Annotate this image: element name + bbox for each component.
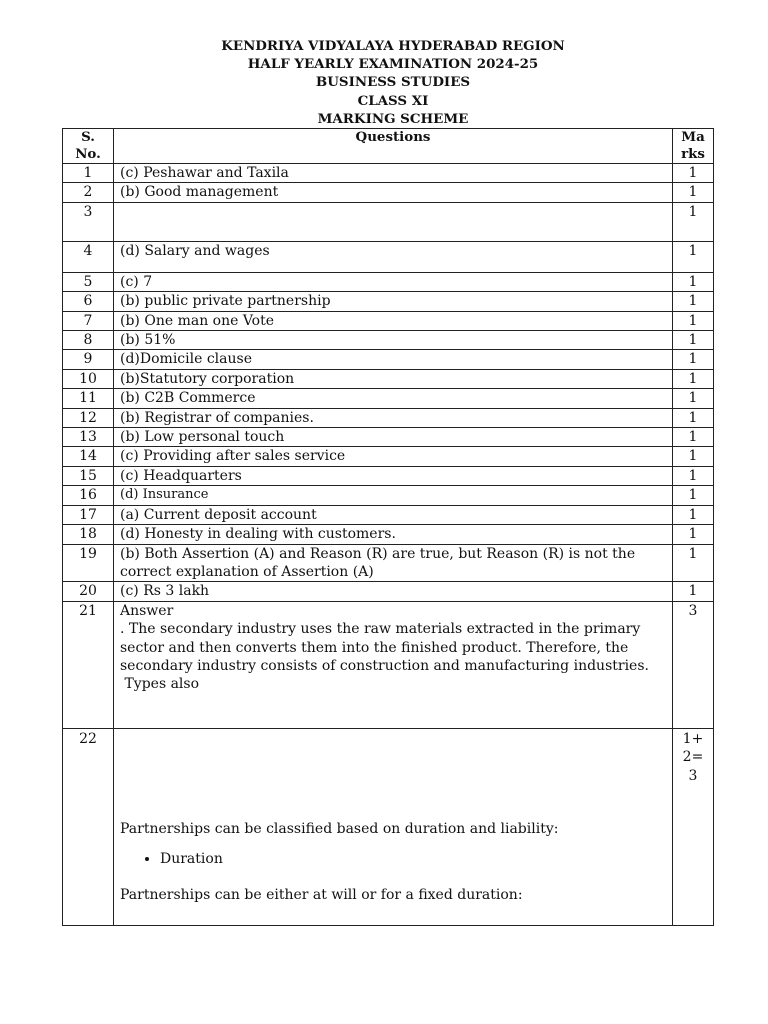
marks-cell: 1 <box>673 292 714 311</box>
marks-cell: 1 <box>673 447 714 466</box>
answer-cell: (b) Registrar of companies. <box>114 408 673 427</box>
answer-cell: (c) Peshawar and Taxila <box>114 164 673 183</box>
table-row <box>63 369 714 388</box>
serial-number: 3 <box>63 202 114 241</box>
answer-cell: (b) Both Assertion (A) and Reason (R) are true, but Reason (R) is not the correct explanation of Assertion (A) <box>114 544 673 582</box>
table-row <box>63 544 714 582</box>
answer-paragraph: Partnerships can be classified based on duration and liability: <box>120 820 559 837</box>
serial-number: 6 <box>63 292 114 311</box>
table-row <box>63 601 714 728</box>
serial-number: 11 <box>63 389 114 408</box>
answer-cell: (d) Insurance <box>114 486 673 505</box>
marks-cell: 1 <box>673 272 714 291</box>
serial-number: 15 <box>63 466 114 485</box>
serial-number: 7 <box>63 311 114 330</box>
answer-cell: (c) Rs 3 lakh <box>114 582 673 601</box>
document-header <box>0 37 768 128</box>
marks-cell: 1 <box>673 466 714 485</box>
table-row <box>63 466 714 485</box>
answer-cell: (c) Headquarters <box>114 466 673 485</box>
answer-cell: (d) Honesty in dealing with customers. <box>114 525 673 544</box>
answer-cell: (d)Domicile clause <box>114 350 673 369</box>
serial-number: 1 <box>63 164 114 183</box>
table-row <box>63 164 714 183</box>
answer-text: . The secondary industry uses the raw materials extracted in the primary sector and then converts them into the finished product. Therefore, the secondary industry consists of construction and manufacturing industries. <box>120 621 649 674</box>
marks-cell: 1 <box>673 525 714 544</box>
marking-scheme-title: MARKING SCHEME <box>317 110 469 127</box>
table-row <box>63 350 714 369</box>
table-row <box>63 582 714 601</box>
serial-number: 17 <box>63 505 114 524</box>
serial-number: 12 <box>63 408 114 427</box>
answer-cell: (b) public private partnership <box>114 292 673 311</box>
exam-title: HALF YEARLY EXAMINATION 2024-25 <box>247 56 539 73</box>
marks-cell: 1 <box>673 389 714 408</box>
table-row <box>63 241 714 272</box>
answer-label: Answer <box>120 602 174 619</box>
subject-title: BUSINESS STUDIES <box>315 74 471 91</box>
table-row <box>63 292 714 311</box>
serial-number: 14 <box>63 447 114 466</box>
table-row <box>63 447 714 466</box>
answer-cell: (b) Low personal touch <box>114 428 673 447</box>
serial-number: 21 <box>63 601 114 728</box>
marks-header: Ma rks <box>673 129 714 164</box>
table-row <box>63 389 714 408</box>
marks-cell: 1 <box>673 241 714 272</box>
table-row <box>63 311 714 330</box>
table-header-row <box>63 129 714 164</box>
answer-cell: (b) One man one Vote <box>114 311 673 330</box>
answer-cell: (b) 51% <box>114 331 673 350</box>
serial-number: 19 <box>63 544 114 582</box>
answer-cell: (b)Statutory corporation <box>114 369 673 388</box>
answer-cell <box>114 728 673 925</box>
serial-number: 2 <box>63 183 114 202</box>
table-row <box>63 486 714 505</box>
marks-cell: 1 <box>673 505 714 524</box>
marks-cell: 1 <box>673 350 714 369</box>
answer-cell <box>114 202 673 241</box>
marks-cell: 1 <box>673 582 714 601</box>
school-region-title: KENDRIYA VIDYALAYA HYDERABAD REGION <box>221 38 565 54</box>
answer-cell: (b) C2B Commerce <box>114 389 673 408</box>
marks-cell: 1 <box>673 164 714 183</box>
serial-number: 22 <box>63 728 114 925</box>
marks-cell: 1 <box>673 408 714 427</box>
marks-cell: 1 <box>673 369 714 388</box>
answer-cell: (c) Providing after sales service <box>114 447 673 466</box>
table-row <box>63 408 714 427</box>
serial-number: 9 <box>63 350 114 369</box>
serial-number: 13 <box>63 428 114 447</box>
serial-number-header: S. No. <box>63 129 114 164</box>
table-row <box>63 183 714 202</box>
table-row <box>63 272 714 291</box>
marking-scheme-table <box>62 128 714 926</box>
marks-cell: 1 <box>673 202 714 241</box>
serial-number: 4 <box>63 241 114 272</box>
marks-cell: 1 <box>673 331 714 350</box>
serial-number: 8 <box>63 331 114 350</box>
serial-number: 10 <box>63 369 114 388</box>
questions-header: Questions <box>114 129 673 164</box>
table-row <box>63 525 714 544</box>
table-row <box>63 505 714 524</box>
serial-number: 16 <box>63 486 114 505</box>
answer-cell: (a) Current deposit account <box>114 505 673 524</box>
answer-paragraph: Partnerships can be either at will or for a fixed duration: <box>120 886 523 903</box>
class-title: CLASS XI <box>357 92 429 109</box>
answer-cell: (d) Salary and wages <box>114 241 673 272</box>
answer-cell: (b) Good management <box>114 183 673 202</box>
marks-cell: 1 <box>673 311 714 330</box>
marks-cell: 1 <box>673 544 714 582</box>
table-row <box>63 428 714 447</box>
marks-cell: 1 <box>673 183 714 202</box>
bullet-list <box>120 850 667 868</box>
marks-cell: 3 <box>673 601 714 728</box>
serial-number: 5 <box>63 272 114 291</box>
marks-cell: 1 <box>673 428 714 447</box>
answer-note: Types also <box>120 676 200 693</box>
answer-cell <box>114 601 673 728</box>
table-row <box>63 202 714 241</box>
answer-cell: (c) 7 <box>114 272 673 291</box>
marks-cell: 1+ 2= 3 <box>673 728 714 925</box>
serial-number: 18 <box>63 525 114 544</box>
table-row <box>63 728 714 925</box>
serial-number: 20 <box>63 582 114 601</box>
table-row <box>63 331 714 350</box>
list-item: • Duration <box>160 850 667 868</box>
marks-cell: 1 <box>673 486 714 505</box>
